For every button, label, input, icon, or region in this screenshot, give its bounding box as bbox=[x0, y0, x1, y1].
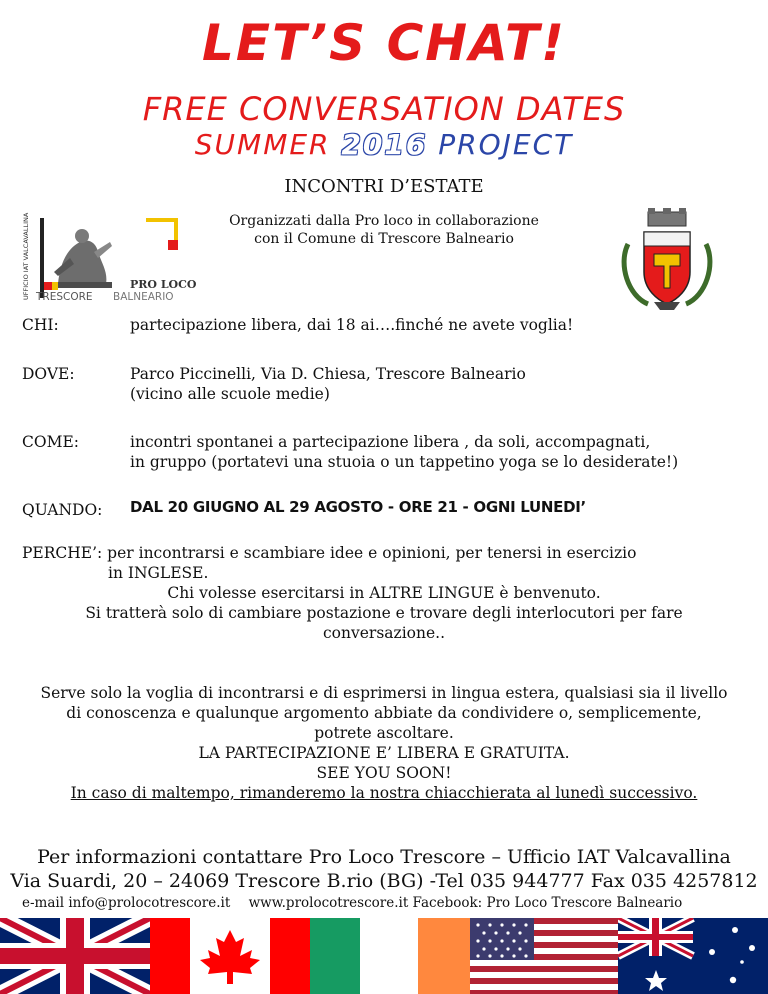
dove-value bbox=[130, 364, 750, 404]
perche-continuation bbox=[0, 583, 768, 643]
come-line-2: in gruppo (portatevi una stuoia o un tappetino yoga se lo desiderate!) bbox=[130, 453, 679, 471]
perche-line-5: conversazione.. bbox=[323, 624, 445, 642]
crown-icon bbox=[648, 208, 686, 226]
bad-weather-notice: In caso di maltempo, rimanderemo la nostra chiacchierata al lunedì successivo. bbox=[70, 784, 698, 802]
contact-line-1: Per informazioni contattare Pro Loco Trescore – Ufficio IAT Valcavallina bbox=[37, 846, 731, 868]
logo-pro-loco-text: PRO LOCO bbox=[130, 278, 197, 291]
logo-vertical-text: UFFICIO IAT VALCAVALLINA bbox=[22, 212, 30, 300]
project-line bbox=[0, 128, 768, 161]
logo-trescore-text: TRESCORE bbox=[36, 291, 93, 303]
see-you-soon: SEE YOU SOON! bbox=[316, 764, 452, 782]
perche-row bbox=[22, 543, 752, 582]
serve-line-1: Serve solo la voglia di incontrarsi e di esprimersi in lingua estera, qualsiasi sia il livello bbox=[40, 684, 728, 702]
pro-loco-logo bbox=[18, 212, 197, 304]
canada-flag-icon bbox=[150, 918, 310, 994]
poster-subtitle: FREE CONVERSATION DATES bbox=[142, 90, 626, 128]
contact-web: www.prolocotrescore.it Facebook: Pro Loco Trescore Balneario bbox=[248, 895, 683, 911]
project-year: 2016 bbox=[341, 128, 428, 161]
come-label: COME: bbox=[22, 433, 79, 451]
serve-paragraph bbox=[24, 683, 744, 803]
dove-line-2: (vicino alle scuole medie) bbox=[130, 385, 330, 403]
logo-red-square bbox=[44, 282, 52, 290]
ireland-flag-icon bbox=[310, 918, 470, 994]
organizers-line-1: Organizzati dalla Pro loco in collaborazione bbox=[229, 213, 539, 229]
australia-flag-icon bbox=[618, 918, 768, 994]
serve-line-3: potrete ascoltare. bbox=[314, 724, 454, 742]
contact-line-2: Via Suardi, 20 – 24069 Trescore B.rio (BG) -Tel 035 944777 Fax 035 4257812 bbox=[10, 870, 758, 892]
organizers-line-2: con il Comune di Trescore Balneario bbox=[254, 231, 514, 247]
quando-value: DAL 20 GIUGNO AL 29 AGOSTO - ORE 21 - OGNI LUNEDI’ bbox=[130, 498, 586, 516]
logo-balneario-text: BALNEARIO bbox=[113, 291, 174, 303]
usa-flag-icon bbox=[470, 918, 618, 994]
perche-line-1: PERCHE’: per incontrarsi e scambiare idee e opinioni, per tenersi in esercizio bbox=[22, 544, 637, 562]
perche-line-4: Si tratterà solo di cambiare postazione e trovare degli interlocutori per fare bbox=[85, 604, 683, 622]
chi-label: CHI: bbox=[22, 316, 59, 334]
contact-line-3 bbox=[22, 895, 762, 911]
project-word-project: PROJECT bbox=[438, 128, 574, 161]
chi-value: partecipazione libera, dai 18 ai….finché ne avete voglia! bbox=[130, 316, 574, 334]
quando-label: QUANDO: bbox=[22, 501, 103, 519]
logo-corner-red bbox=[168, 240, 178, 250]
perche-line-2: in INGLESE. bbox=[108, 564, 209, 582]
coat-of-arms-icon bbox=[618, 204, 716, 316]
come-value bbox=[130, 432, 750, 472]
serve-line-2: di conoscenza e qualunque argomento abbiate da condividere o, semplicemente, bbox=[66, 704, 702, 722]
logo-left-bar bbox=[40, 218, 44, 298]
dove-line-1: Parco Piccinelli, Via D. Chiesa, Trescore Balneario bbox=[130, 365, 526, 383]
contact-email: e-mail info@prolocotrescore.it bbox=[22, 895, 231, 911]
perche-line-3: Chi volesse esercitarsi in ALTRE LINGUE è benvenuto. bbox=[167, 584, 601, 602]
project-word-summer: SUMMER bbox=[194, 128, 331, 161]
come-line-1: incontri spontanei a partecipazione libera , da soli, accompagnati, bbox=[130, 433, 651, 451]
uk-flag-icon bbox=[0, 918, 150, 994]
logo-yellow-square bbox=[52, 282, 58, 290]
flags-strip bbox=[0, 918, 768, 994]
free-participation-notice: LA PARTECIPAZIONE E’ LIBERA E GRATUITA. bbox=[198, 744, 570, 762]
incontri-heading: INCONTRI D’ESTATE bbox=[284, 176, 484, 197]
poster-title: LET’S CHAT! bbox=[202, 14, 566, 72]
dove-label: DOVE: bbox=[22, 365, 75, 383]
